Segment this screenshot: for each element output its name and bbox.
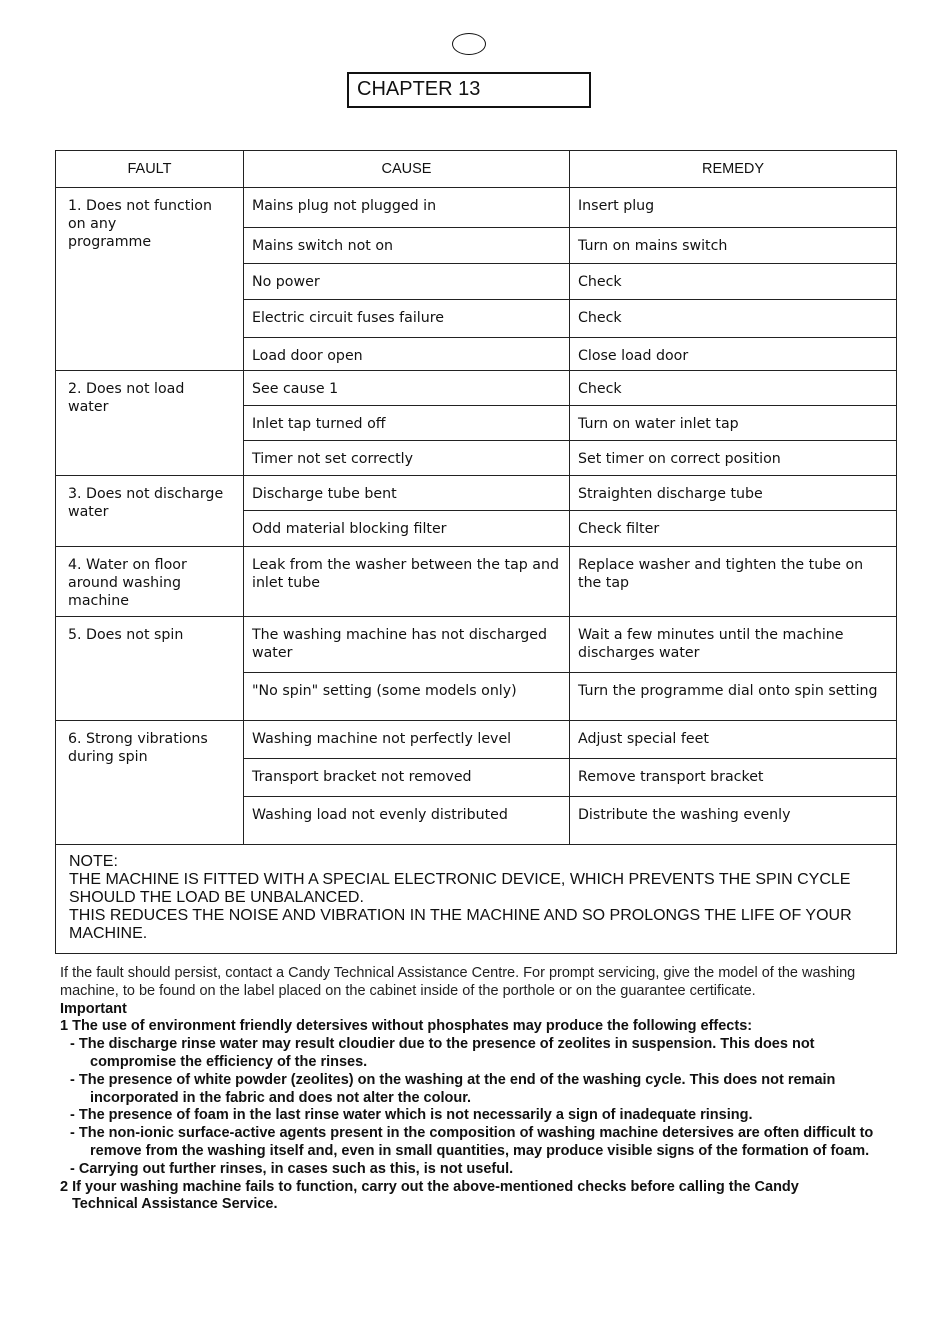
bullet-item: - Carrying out further rinses, in cases such as this, is not useful.: [70, 1160, 514, 1177]
cause-cell: Washing machine not perfectly level: [244, 721, 570, 759]
remedy-cell: Remove transport bracket: [570, 759, 897, 797]
table-row: [56, 476, 897, 511]
remedy-cell: Check: [570, 264, 897, 300]
bullet-item: - The presence of foam in the last rinse water which is not necessarily a sign of inadequate rinsing.: [70, 1107, 753, 1124]
remedy-cell: Wait a few minutes until the machine discharges water: [570, 617, 897, 673]
header-cause: CAUSE: [244, 151, 570, 188]
table-row: [56, 721, 897, 759]
remedy-cell: Insert plug: [570, 188, 897, 228]
cause-cell: Washing load not evenly distributed: [244, 797, 570, 845]
cause-cell: Mains switch not on: [244, 228, 570, 264]
remedy-cell: Replace washer and tighten the tube on the tap: [570, 547, 897, 617]
cause-cell: Transport bracket not removed: [244, 759, 570, 797]
cause-cell: No power: [244, 264, 570, 300]
bullet-item: - The non-ionic surface-active agents present in the composition of washing machine detersives are often difficult to remove from the washing itself and, even in small quantities, may produce visible signs of the formation of foam.: [70, 1125, 874, 1159]
remedy-cell: Check: [570, 300, 897, 338]
cause-cell: Timer not set correctly: [244, 441, 570, 476]
note-cell: [56, 845, 897, 954]
point-2: 2 If your washing machine fails to function, carry out the above-mentioned checks before calling the Candy: [60, 1178, 799, 1195]
note-row: [56, 845, 897, 954]
body-text: [60, 965, 900, 1214]
bullet-item: - The discharge rinse water may result cloudier due to the presence of zeolites in suspension. This does not compromise the efficiency of the rinses.: [70, 1036, 815, 1070]
table-header-row: [56, 151, 897, 188]
fault-cell: 5. Does not spin: [56, 617, 244, 721]
chapter-title: CHAPTER 13: [347, 72, 591, 108]
remedy-cell: Check: [570, 371, 897, 406]
remedy-cell: Straighten discharge tube: [570, 476, 897, 511]
table-row: [56, 371, 897, 406]
cause-cell: Discharge tube bent: [244, 476, 570, 511]
remedy-cell: Close load door: [570, 338, 897, 371]
cause-cell: Inlet tap turned off: [244, 406, 570, 441]
header-remedy: REMEDY: [570, 151, 897, 188]
header-fault: FAULT: [56, 151, 244, 188]
remedy-cell: Turn the programme dial onto spin setting: [570, 673, 897, 721]
fault-cell: 4. Water on floor around washing machine: [56, 547, 244, 617]
table-row: [56, 188, 897, 228]
remedy-cell: Adjust special feet: [570, 721, 897, 759]
point-1: 1 The use of environment friendly detersives without phosphates may produce the following effects:: [60, 1018, 753, 1035]
fault-cell: 3. Does not discharge water: [56, 476, 244, 547]
remedy-cell: Turn on mains switch: [570, 228, 897, 264]
cause-cell: Electric circuit fuses failure: [244, 300, 570, 338]
fault-cell: 2. Does not load water: [56, 371, 244, 476]
cause-cell: Mains plug not plugged in: [244, 188, 570, 228]
point-2-continued: Technical Assistance Service.: [72, 1196, 278, 1213]
fault-table: [55, 150, 897, 954]
fault-cell: 6. Strong vibrations during spin: [56, 721, 244, 845]
remedy-cell: Check filter: [570, 511, 897, 547]
language-oval-icon: [452, 33, 486, 55]
cause-cell: The washing machine has not discharged water: [244, 617, 570, 673]
fault-cell: 1. Does not function on any programme: [56, 188, 244, 371]
bullet-item: - The presence of white powder (zeolites) on the washing at the end of the washing cycle. This does not remain incorporated in the fabric and does not alter the colour.: [70, 1071, 836, 1106]
important-label: Important: [60, 1000, 127, 1017]
cause-cell: "No spin" setting (some models only): [244, 673, 570, 721]
remedy-cell: Turn on water inlet tap: [570, 406, 897, 441]
remedy-cell: Set timer on correct position: [570, 441, 897, 476]
cause-cell: Odd material blocking filter: [244, 511, 570, 547]
note-text: NOTE: THE MACHINE IS FITTED WITH A SPECIAL ELECTRONIC DEVICE, WHICH PREVENTS THE SPIN CYCLE SHOULD THE LOAD BE UNBALANCED. THIS REDUCES THE NOISE AND VIBRATION IN THE MACHINE AND SO PROLONGS THE LIFE OF YOUR MACHINE.: [69, 853, 852, 942]
intro-paragraph: If the fault should persist, contact a Candy Technical Assistance Centre. For prompt servicing, give the model of the washing machine, to be found on the label placed on the cabinet inside of the porthole or on the guarantee certificate.: [60, 965, 856, 999]
cause-cell: Load door open: [244, 338, 570, 371]
cause-cell: Leak from the washer between the tap and inlet tube: [244, 547, 570, 617]
table-row: [56, 547, 897, 617]
cause-cell: See cause 1: [244, 371, 570, 406]
remedy-cell: Distribute the washing evenly: [570, 797, 897, 845]
table-row: [56, 617, 897, 673]
